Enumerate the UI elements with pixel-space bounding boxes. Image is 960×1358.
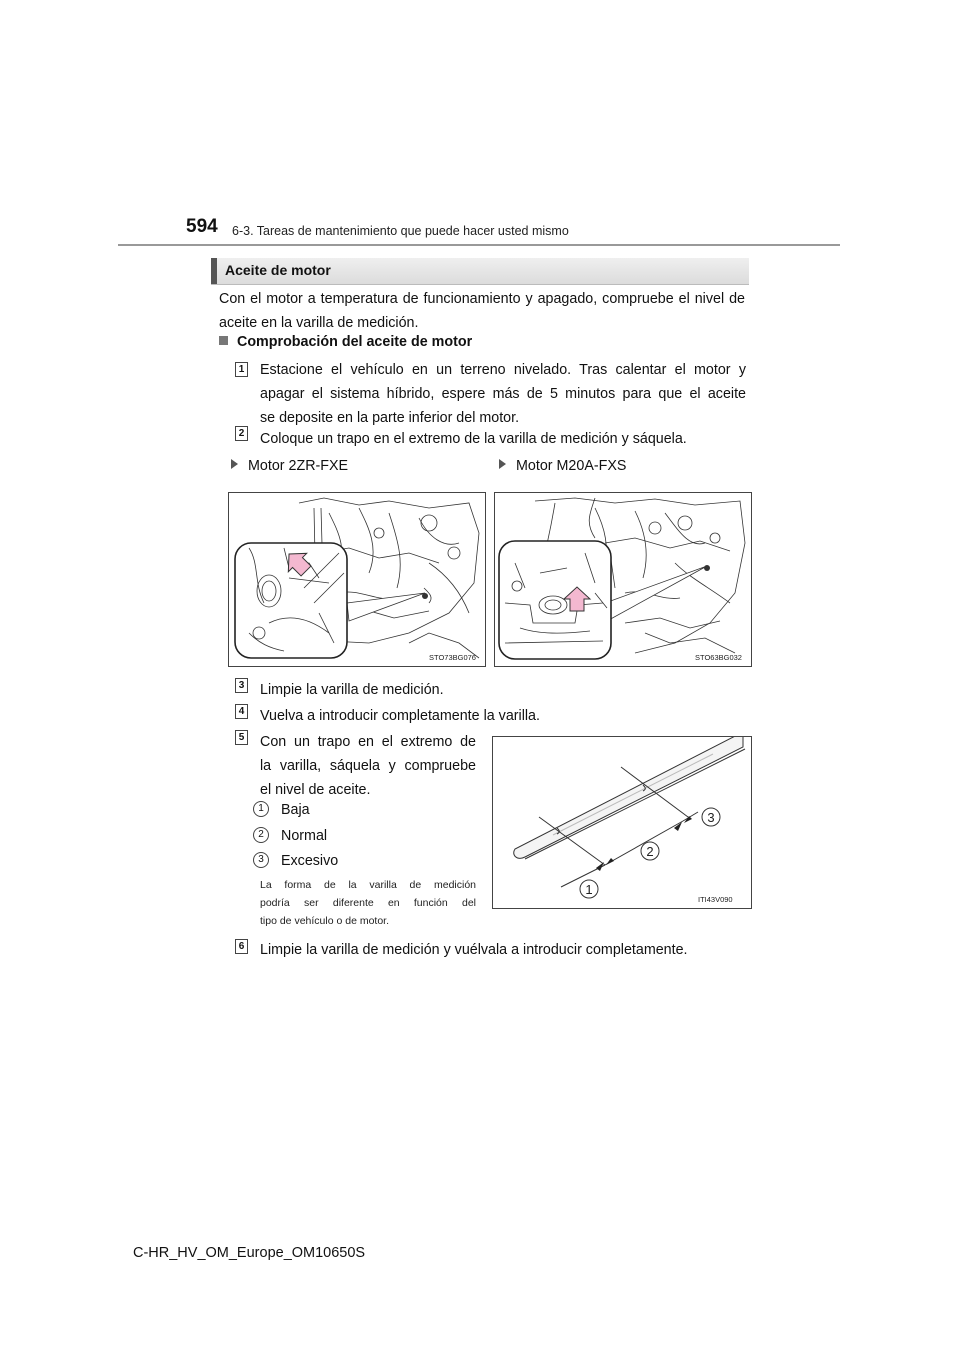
step-4-text: Vuelva a introducir completamente la varilla.: [260, 708, 540, 724]
level-number-3: 3: [253, 852, 269, 868]
step-number-5: 5: [235, 730, 248, 745]
step-number-4: 4: [235, 704, 248, 719]
intro-paragraph: Con el motor a temperatura de funcionamiento y apagado, compruebe el nivel de aceite en la varilla de medición.: [219, 291, 745, 331]
note-line-3: tipo de vehículo o de motor.: [260, 915, 389, 927]
svg-text:3: 3: [707, 810, 715, 825]
dipstick-illustration: [493, 737, 751, 908]
engine-illustration-2zr: [229, 493, 485, 666]
engine-figure-2zr: [228, 492, 486, 667]
section-title: Aceite de motor: [225, 262, 331, 278]
check-heading-text: Comprobación del aceite de motor: [237, 334, 473, 350]
step-number-1: 1: [235, 362, 248, 377]
figure-code-left: STO73BG076: [429, 653, 476, 662]
step-5-line-1: Con un trapo en el extremo de: [260, 734, 476, 750]
step-5-line-2: la varilla, sáquela y compruebe: [260, 758, 476, 774]
section-accent: [211, 258, 217, 284]
level-number-1: 1: [253, 801, 269, 817]
motor-label-left-text: Motor 2ZR-FXE: [248, 458, 349, 474]
level-label-excesivo: Excesivo: [281, 853, 339, 869]
level-label-normal: Normal: [281, 828, 328, 844]
triangle-bullet-icon: [231, 459, 238, 469]
step-1-line-1: Estacione el vehículo en un terreno nivelado. Tras calentar el motor y: [260, 362, 746, 378]
step-1-line-3: se deposite en la parte inferior del motor.: [260, 410, 520, 426]
section-title-bar: [211, 258, 749, 285]
step-1-line-2: apagar el sistema híbrido, espere más de 5 minutos para que el aceite: [260, 386, 746, 402]
header-divider: [118, 244, 840, 246]
header-section-title: 6-3. Tareas de mantenimiento que puede hacer usted mismo: [232, 224, 569, 238]
note-line-2: podría ser diferente en función del: [260, 897, 476, 909]
level-number-2: 2: [253, 827, 269, 843]
dipstick-figure: [492, 736, 752, 909]
figure-code-dipstick: ITI43V090: [698, 895, 733, 904]
footer-document-id: C-HR_HV_OM_Europe_OM10650S: [133, 1245, 366, 1261]
note-line-1: La forma de la varilla de medición: [260, 879, 476, 891]
motor-label-right-text: Motor M20A-FXS: [516, 458, 627, 474]
engine-illustration-m20a: [495, 493, 751, 666]
step-number-2: 2: [235, 426, 248, 441]
motor-label-right: [499, 458, 626, 474]
check-heading: [219, 334, 472, 350]
step-number-3: 3: [235, 678, 248, 693]
svg-text:2: 2: [646, 844, 654, 859]
step-2-text: Coloque un trapo en el extremo de la varilla de medición y sáquela.: [260, 431, 687, 447]
svg-text:1: 1: [585, 882, 593, 897]
step-number-6: 6: [235, 939, 248, 954]
square-bullet-icon: [219, 336, 228, 345]
page-number: 594: [186, 216, 218, 237]
callout-2-icon: [641, 842, 659, 860]
engine-figure-m20a: [494, 492, 752, 667]
level-label-baja: Baja: [281, 802, 310, 818]
callout-3-icon: [702, 808, 720, 826]
callout-1-icon: [580, 880, 598, 898]
motor-label-left: [231, 458, 348, 474]
figure-code-right: STO63BG032: [695, 653, 742, 662]
step-3-text: Limpie la varilla de medición.: [260, 682, 444, 698]
step-6-text: Limpie la varilla de medición y vuélvala a introducir completamente.: [260, 942, 688, 958]
step-5-line-3: el nivel de aceite.: [260, 782, 371, 798]
triangle-bullet-icon: [499, 459, 506, 469]
